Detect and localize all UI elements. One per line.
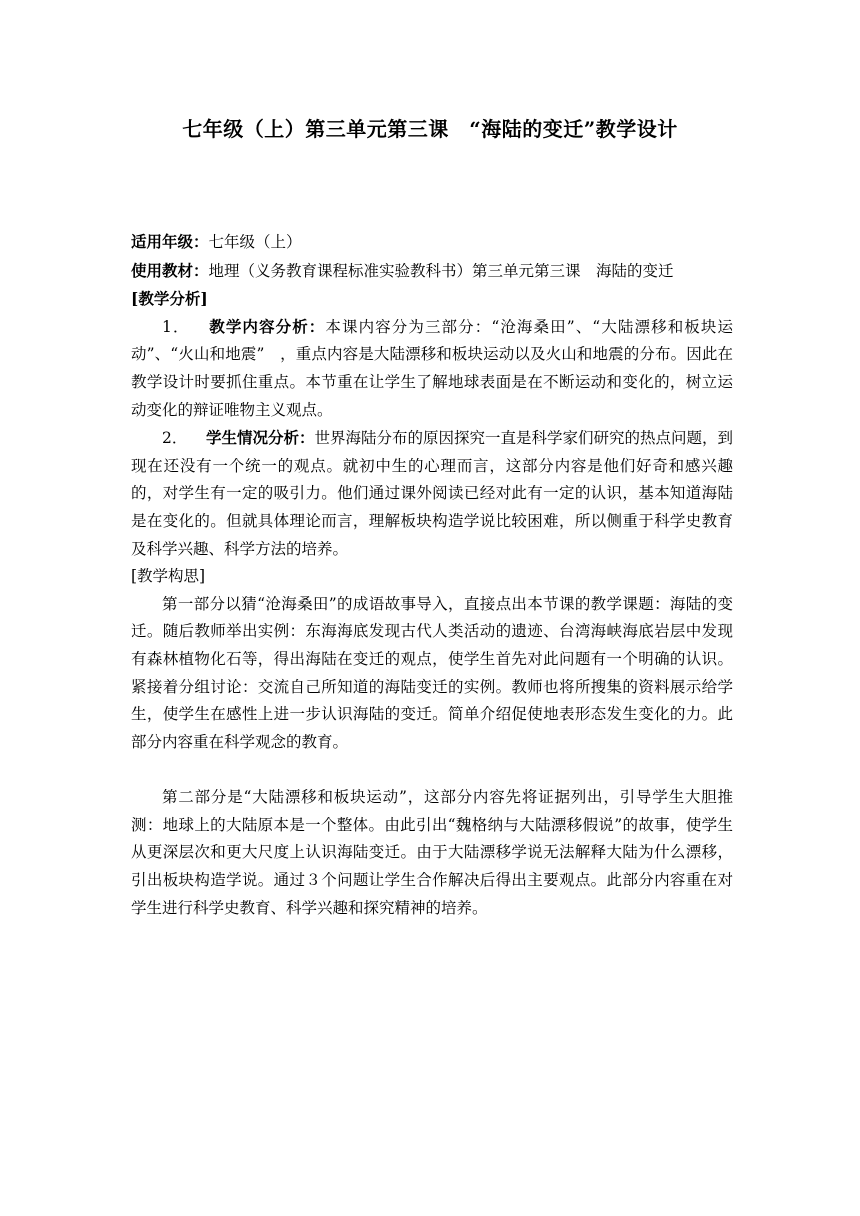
analysis-item-label: 学生情况分析： (205, 428, 315, 448)
analysis-item-students (131, 424, 733, 563)
textbook-label: 使用教材： (131, 260, 209, 280)
document-body (131, 228, 733, 922)
analysis-item-number: 2． (162, 429, 188, 448)
grade-label: 适用年级： (131, 232, 209, 251)
analysis-item-text: 世界海陆分布的原因探究一直是科学家们研究的热点问题，到现在还没有一个统一的观点。就初中生的心理而言，这部分内容是他们好奇和感兴趣的，对学生有一定的吸引力。他们通过课外阅读已经对此有一定的认识，基本知道海陆是在变化的。但就具体理论而言，理解板块构造学说比较困难，所以侧重于科学史教育及科学兴趣、科学方法的培养。 (131, 429, 733, 558)
section-heading-analysis: [教学分析] (131, 289, 208, 309)
document-title: 七年级（上）第三单元第三课 “海陆的变迁”教学设计 (182, 117, 678, 141)
section-heading-design: [教学构思] (131, 567, 206, 586)
analysis-item-label: 教学内容分析： (208, 316, 326, 336)
textbook-value: 地理（义务教育课程标准实验教科书）第三单元第三课 海陆的变迁 (208, 261, 674, 280)
grade-line (131, 228, 733, 257)
analysis-item-content (131, 313, 733, 424)
design-paragraph-1: 第一部分以猜“沧海桑田”的成语故事导入，直接点出本节课的教学课题：海陆的变迁。随后教师举出实例：东海海底发现古代人类活动的遗迹、台湾海峡海底岩层中发现有森林植物化石等，得出海陆在变迁的观点，使学生首先对此问题有一个明确的认识。紧接着分组讨论：交流自己所知道的海陆变迁的实例。教师也将所搜集的资料展示给学生，使学生在感性上进一步认识海陆的变迁。简单介绍促使地表形态发生变化的力。此部分内容重在科学观念的教育。 (131, 594, 733, 751)
design-paragraph-2: 第二部分是“大陆漂移和板块运动”，这部分内容先将证据列出，引导学生大胆推测：地球上的大陆原本是一个整体。由此引出“魏格纳与大陆漂移假说”的故事，使学生从更深层次和更大尺度上认识海陆变迁。由于大陆漂移学说无法解释大陆为什么漂移，引出板块构造学说。通过３个问题让学生合作解决后得出主要观点。此部分内容重在对学生进行科学史教育、科学兴趣和探究精神的培养。 (131, 788, 733, 917)
grade-value: 七年级（上） (208, 233, 302, 251)
textbook-line (131, 257, 733, 286)
analysis-item-text: 本课内容分为三部分：“沧海桑田”、“大陆漂移和板块运动”、“火山和地震” ，重点内容是大陆漂移和板块运动以及火山和地震的分布。因此在教学设计时要抓住重点。本节重在让学生了解地球表面是在不断运动和变化的，树立运动变化的辩证唯物主义观点。 (131, 317, 733, 419)
analysis-item-number: 1． (162, 317, 190, 336)
